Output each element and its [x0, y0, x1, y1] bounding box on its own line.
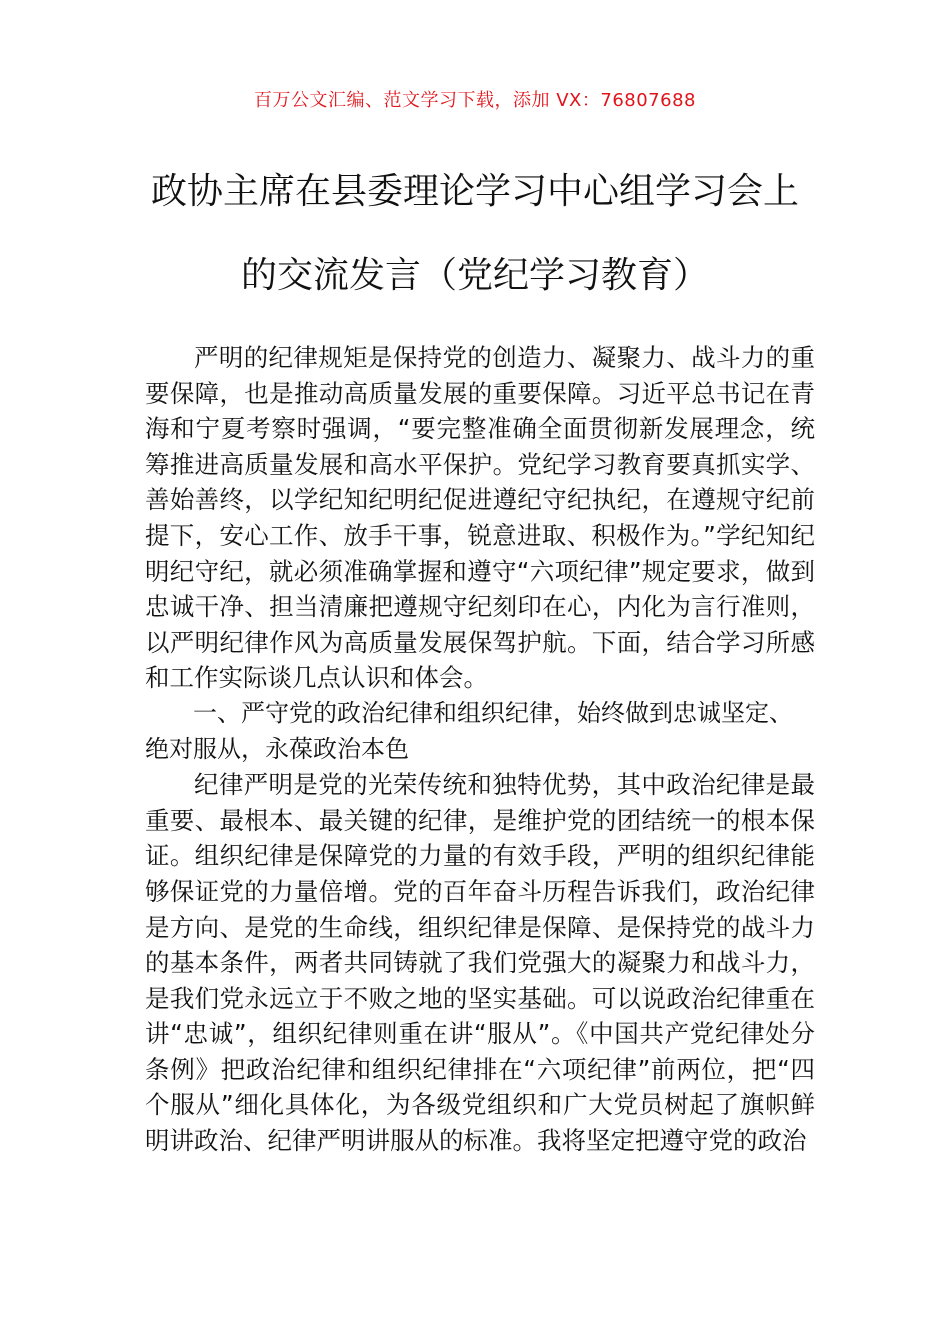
document-body: [145, 340, 815, 1159]
paragraph-intro: 严明的纪律规矩是保持党的创造力、凝聚力、战斗力的重要保障，也是推动高质量发展的重要保障。习近平总书记在青海和宁夏考察时强调，“要完整准确全面贯彻新发展理念，统筹推进高质量发展和高水平保护。党纪学习教育要真抓实学、善始善终，以学纪知纪明纪促进遵纪守纪执纪，在遵规守纪前提下，安心工作、放手干事，锐意进取、积极作为。”学纪知纪明纪守纪，就必须准确掌握和遵守“六项纪律”规定要求，做到忠诚干净、担当清廉把遵规守纪刻印在心，内化为言行准则，以严明纪律作风为高质量发展保驾护航。下面，结合学习所感和工作实际谈几点认识和体会。: [145, 343, 815, 693]
section-heading-1: 一、严守党的政治纪律和组织纪律，始终做到忠诚坚定、绝对服从，永葆政治本色: [145, 698, 793, 763]
header-watermark-note: 百万公文汇编、范文学习下载，添加 VX：76807688: [254, 90, 696, 111]
paragraph-section-1: 纪律严明是党的光荣传统和独特优势，其中政治纪律是最重要、最根本、最关键的纪律，是维护党的团结统一的根本保证。组织纪律是保障党的力量的有效手段，严明的组织纪律能够保证党的力量倍增。党的百年奋斗历程告诉我们，政治纪律是方向、是党的生命线，组织纪律是保障、是保持党的战斗力的基本条件，两者共同铸就了我们党强大的凝聚力和战斗力，是我们党永远立于不败之地的坚实基础。可以说政治纪律重在讲“忠诚”，组织纪律则重在讲“服从”。《中国共产党纪律处分条例》把政治纪律和组织纪律排在“六项纪律”前两位，把“四个服从”细化具体化，为各级党组织和广大党员树起了旗帜鲜明讲政治、纪律严明讲服从的标准。我将坚定把遵守党的政治: [145, 770, 815, 1156]
document-title: [110, 150, 840, 318]
title-line-1: 政协主席在县委理论学习中心组学习会上: [150, 171, 799, 212]
title-line-2: 的交流发言（党纪学习教育）: [240, 255, 709, 296]
